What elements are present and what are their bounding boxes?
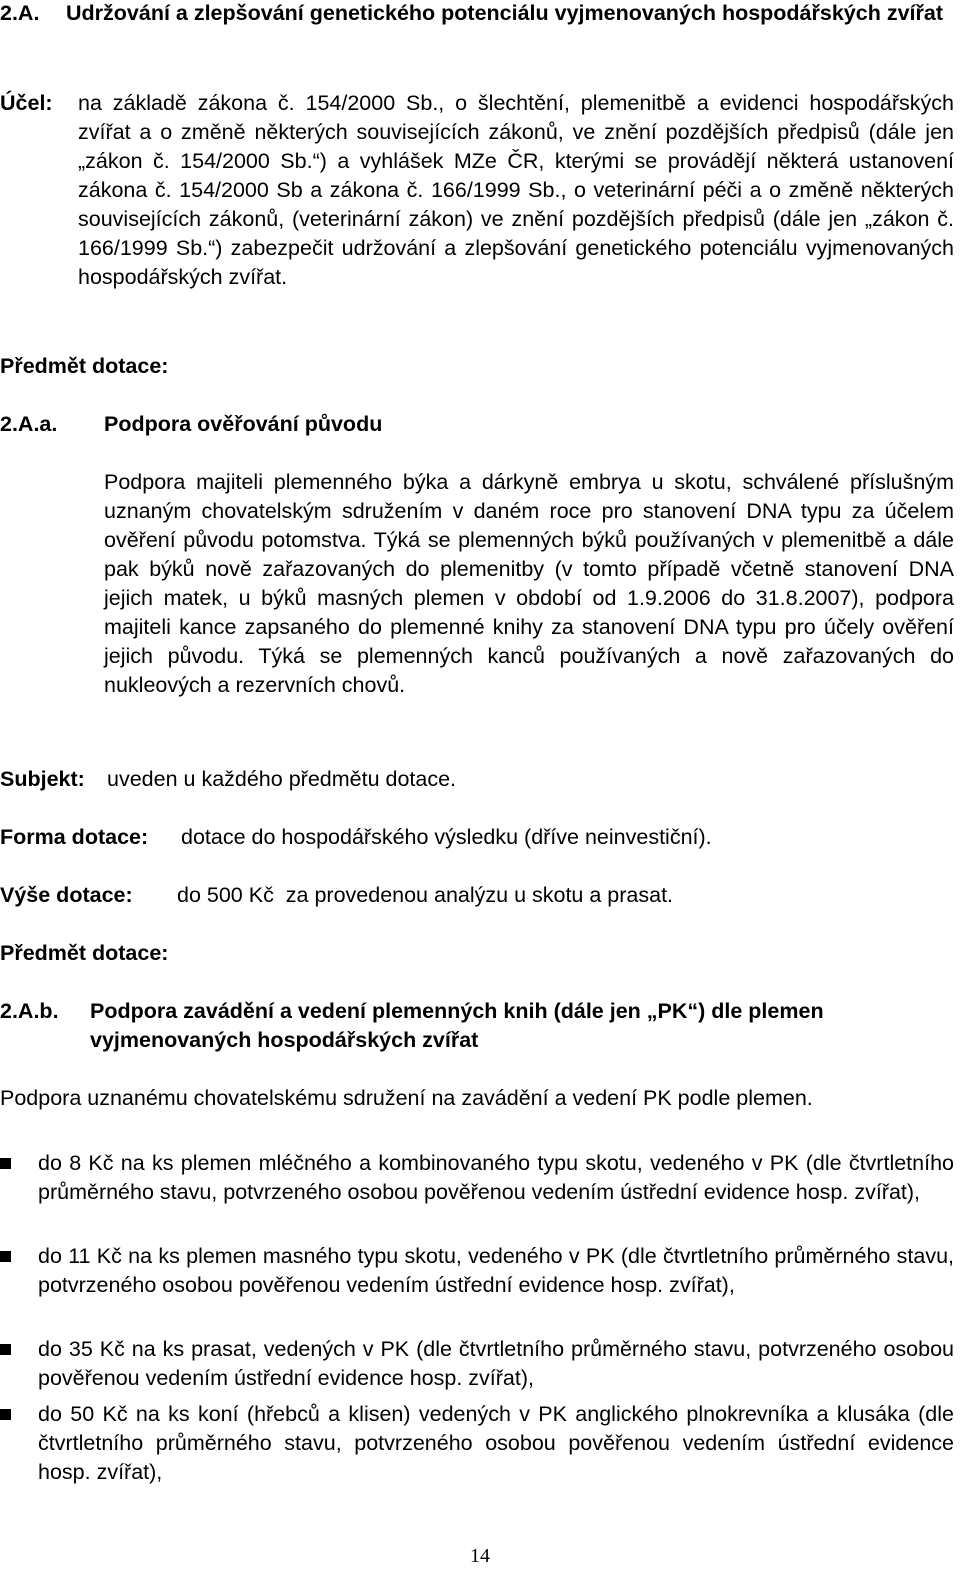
vyse-value: do 500 Kč za provedenou analýzu u skotu a prasat. — [177, 883, 674, 907]
forma-value: dotace do hospodářského výsledku (dříve neinvestiční). — [181, 825, 712, 849]
ucel-text: na základě zákona č. 154/2000 Sb., o šlechtění, plemenitbě a evidenci hospodářských zvířat a o změně některých souvisejících zákonů, ve znění pozdějších předpisů (dále jen „zákon č. 154/2000 Sb.“) a vyhlášek MZe ČR, kterými se provádějí některá ustanovení zákona č. 154/2000 Sb a zákona č. 166/1999 Sb., o veterinární péči a o změně některých souvisejících zákonů, (veterinární zákon) ve znění pozdějších předpisů (dále jen „zákon č. 166/1999 Sb.“) zabezpečit udržování a zlepšování genetického potenciálu vyjmenovaných hospodářských zvířat. — [78, 91, 954, 289]
predmet-a-text: Podpora majiteli plemenného býka a dárkyně embrya u skotu, schválené příslušným uznaným chovatelským sdružením v daném roce pro stanovení DNA typu za účelem ověření původu potomstva. Týká se plemenných býků používaných v plemenitbě a dále pak býků nově zařazovaných do plemenitby (v tomto případě včetně stanovení DNA jejich matek, u býků masných plemen v období od 1.9.2006 do 31.8.2007), podpora majiteli kance zapsaného do plemenné knihy za stanovení DNA typu pro účely ověření jejich původu. Týká se plemenných kanců používaných a nově zařazovaných do nukleových a rezervních chovů. — [104, 470, 954, 697]
section-number: 2.A. — [0, 1, 40, 25]
predmet-a-title: Podpora ověřování původu — [104, 412, 383, 436]
section-title: Udržování a zlepšování genetického potenciálu vyjmenovaných hospodářských zvířat — [66, 1, 943, 25]
subjekt-value: uveden u každého předmětu dotace. — [107, 767, 457, 791]
list-item-text: do 50 Kč na ks koní (hřebců a klisen) vedených v PK anglického plnokrevníka a klusáka (dle čtvrtletního průměrného stavu, potvrzeného osobou pověřenou vedením ústřední evidence hosp. zvířat), — [38, 1402, 954, 1484]
predmet-b-intro: Podpora uznanému chovatelskému sdružení na zavádění a vedení PK podle plemen. — [0, 1086, 813, 1110]
forma-label: Forma dotace: — [0, 825, 149, 849]
predmet-b-title: Podpora zavádění a vedení plemenných knih (dále jen „PK“) dle plemen vyjmenovaných hospodářských zvířat — [90, 999, 824, 1052]
predmet-b-label: Předmět dotace: — [0, 941, 169, 965]
square-bullet-icon — [0, 1344, 11, 1355]
list-item-text: do 35 Kč na ks prasat, vedených v PK (dle čtvrtletního průměrného stavu, potvrzeného osobou pověřenou vedením ústřední evidence hosp. zvířat), — [38, 1337, 954, 1390]
predmet-a-label: Předmět dotace: — [0, 354, 169, 378]
list-item-text: do 8 Kč na ks plemen mléčného a kombinovaného typu skotu, vedeného v PK (dle čtvrtletního průměrného stavu, potvrzeného osobou pověřenou vedením ústřední evidence hosp. zvířat), — [38, 1151, 954, 1204]
list-item-text: do 11 Kč na ks plemen masného typu skotu, vedeného v PK (dle čtvrtletního průměrného stavu, potvrzeného osobou pověřenou vedením ústřední evidence hosp. zvířat), — [38, 1244, 954, 1297]
square-bullet-icon — [0, 1409, 11, 1420]
subjekt-label: Subjekt: — [0, 767, 85, 791]
ucel-label: Účel: — [0, 91, 53, 115]
square-bullet-icon — [0, 1158, 11, 1169]
predmet-a-number: 2.A.a. — [0, 412, 58, 436]
predmet-b-number: 2.A.b. — [0, 999, 59, 1023]
vyse-label: Výše dotace: — [0, 883, 133, 907]
page-number: 14 — [470, 1545, 490, 1567]
square-bullet-icon — [0, 1251, 11, 1262]
